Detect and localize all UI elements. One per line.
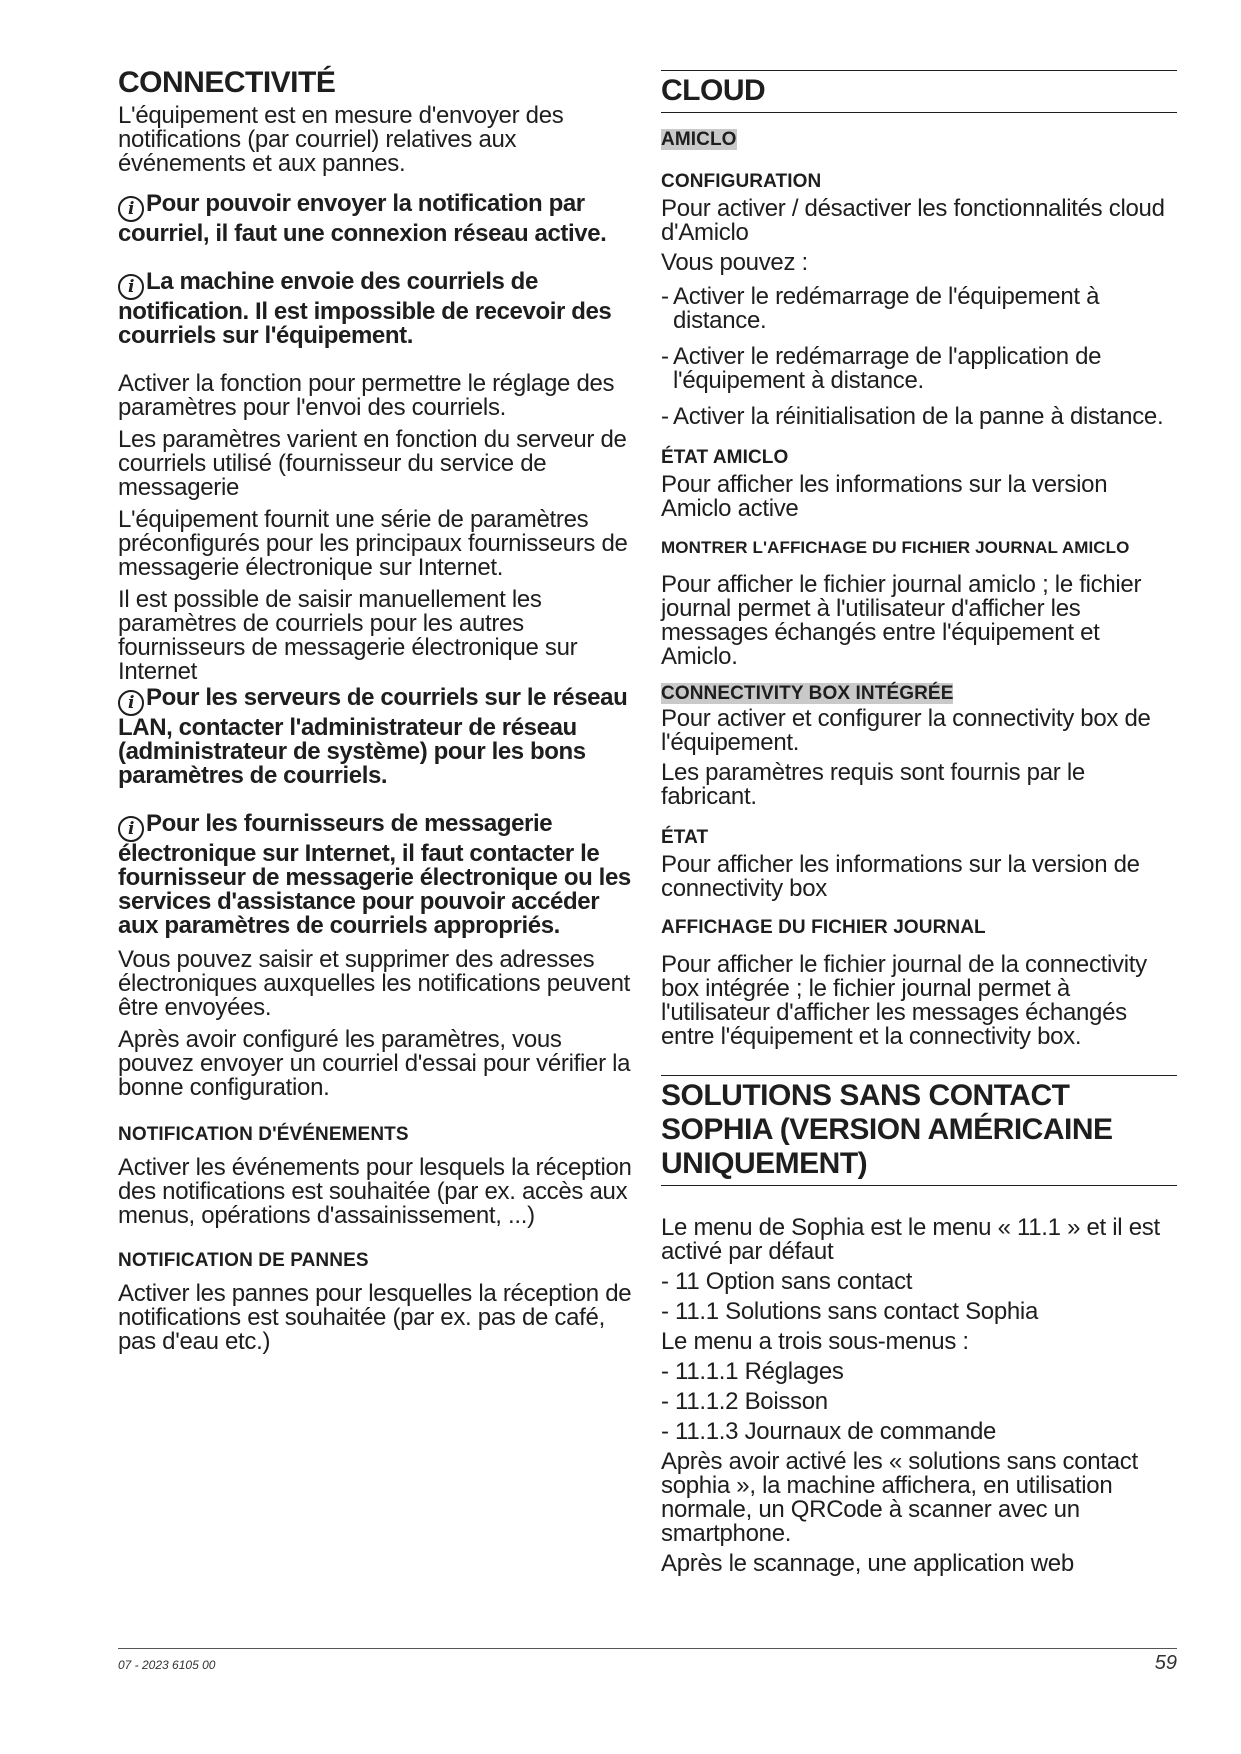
list-item: - 11.1 Solutions sans contact Sophia [661, 1298, 1038, 1325]
paragraph: Pour afficher les informations sur la version de connectivity box [661, 851, 1140, 902]
paragraph: Activer les pannes pour lesquelles la réception de notifications est souhaitée (par ex. pas de café, pas d'eau etc.) [118, 1280, 632, 1355]
paragraph: Vous pouvez saisir et supprimer des adresses électroniques auxquelles les notifications peuvent être envoyées. [118, 946, 631, 1021]
paragraph: Il est possible de saisir manuellement les paramètres de courriels pour les autres fournisseurs de messagerie électronique sur Internet [118, 586, 578, 685]
footer-document-code: 07 - 2023 6105 00 [118, 1658, 216, 1672]
paragraph: Pour afficher le fichier journal de la connectivity box intégrée ; le fichier journal permet à l'utilisateur d'afficher les messages échangés entre l'équipement et la connectivity box. [661, 951, 1147, 1050]
paragraph: Vous pouvez : [661, 249, 808, 276]
subheading-amiclo: AMICLO [661, 129, 737, 150]
paragraph: Activer les événements pour lesquels la réception des notifications est souhaitée (par ex. accès aux menus, opérations d'assainissement, ...) [118, 1154, 632, 1229]
paragraph: Les paramètres requis sont fournis par le fabricant. [661, 759, 1085, 810]
paragraph: Pour afficher le fichier journal amiclo ; le fichier journal permet à l'utilisateur d'afficher les messages échangés entre l'équipement et Amiclo. [661, 571, 1142, 670]
subheading-notification-pannes: NOTIFICATION DE PANNES [118, 1250, 369, 1271]
paragraph: Le menu de Sophia est le menu « 11.1 » et il est activé par défaut [661, 1214, 1160, 1265]
info-icon: i [118, 196, 144, 222]
list-item: - Activer la réinitialisation de la panne à distance. [661, 403, 1164, 430]
paragraph: Après avoir configuré les paramètres, vous pouvez envoyer un courriel d'essai pour vérifier la bonne configuration. [118, 1026, 631, 1101]
list-item: - 11.1.1 Réglages [661, 1358, 844, 1385]
right-column [661, 70, 1177, 1582]
footer-divider [118, 1648, 1177, 1649]
info-note: i Pour les serveurs de courriels sur le réseau LAN, contacter l'administrateur de réseau (administrateur de système) pour les bons paramètres de courriels. [118, 684, 628, 789]
info-note: i La machine envoie des courriels de notification. Il est impossible de recevoir des courriels sur l'équipement. [118, 268, 612, 349]
paragraph: Pour activer / désactiver les fonctionnalités cloud d'Amiclo [661, 195, 1165, 246]
paragraph: Après le scannage, une application web [661, 1550, 1074, 1577]
subheading-etat-amiclo: ÉTAT AMICLO [661, 447, 789, 468]
paragraph: Le menu a trois sous-menus : [661, 1328, 969, 1355]
info-note: i Pour les fournisseurs de messagerie électronique sur Internet, il faut contacter le fournisseur de messagerie électronique ou les services d'assistance pour pouvoir accéder aux paramètres de courriels appropriés. [118, 810, 631, 939]
section-title-cloud: CLOUD [661, 70, 1177, 113]
list-item: - 11.1.3 Journaux de commande [661, 1418, 997, 1445]
left-column [118, 66, 638, 1362]
subheading-etat: ÉTAT [661, 827, 709, 848]
list-item: - Activer le redémarrage de l'équipement à distance. [661, 283, 1100, 334]
subheading-notification-evenements: NOTIFICATION D'ÉVÉNEMENTS [118, 1124, 409, 1145]
subheading-affichage-journal: AFFICHAGE DU FICHIER JOURNAL [661, 917, 986, 938]
info-icon: i [118, 690, 144, 716]
subheading-configuration: CONFIGURATION [661, 171, 822, 192]
paragraph: L'équipement fournit une série de paramètres préconfigurés pour les principaux fournisseurs de messagerie électronique sur Internet. [118, 506, 628, 581]
subheading-connectivity-box: CONNECTIVITY BOX INTÉGRÉE [661, 683, 954, 704]
paragraph: Pour activer et configurer la connectivity box de l'équipement. [661, 705, 1151, 756]
paragraph: Après avoir activé les « solutions sans contact sophia », la machine affichera, en utilisation normale, un QRCode à scanner avec un smartphone. [661, 1448, 1138, 1547]
section-title-connectivite: CONNECTIVITÉ [118, 66, 336, 99]
paragraph: Pour afficher les informations sur la version Amiclo active [661, 471, 1108, 522]
subheading-journal-amiclo: MONTRER L'AFFICHAGE DU FICHIER JOURNAL AMICLO [661, 538, 1130, 557]
info-icon: i [118, 816, 144, 842]
list-item: - 11 Option sans contact [661, 1268, 913, 1295]
list-item: - Activer le redémarrage de l'application de l'équipement à distance. [661, 343, 1102, 394]
info-icon: i [118, 274, 144, 300]
paragraph: Les paramètres varient en fonction du serveur de courriels utilisé (fournisseur du service de messagerie [118, 426, 627, 501]
paragraph: Activer la fonction pour permettre le réglage des paramètres pour l'envoi des courriels. [118, 370, 615, 421]
info-note: i Pour pouvoir envoyer la notification par courriel, il faut une connexion réseau active. [118, 190, 607, 247]
list-item: - 11.1.2 Boisson [661, 1388, 828, 1415]
section-title-sophia: SOLUTIONS SANS CONTACT SOPHIA (VERSION AMÉRICAINE UNIQUEMENT) [661, 1075, 1177, 1186]
page-number: 59 [1154, 1652, 1177, 1674]
intro-paragraph: L'équipement est en mesure d'envoyer des notifications (par courriel) relatives aux événements et aux pannes. [118, 102, 564, 177]
